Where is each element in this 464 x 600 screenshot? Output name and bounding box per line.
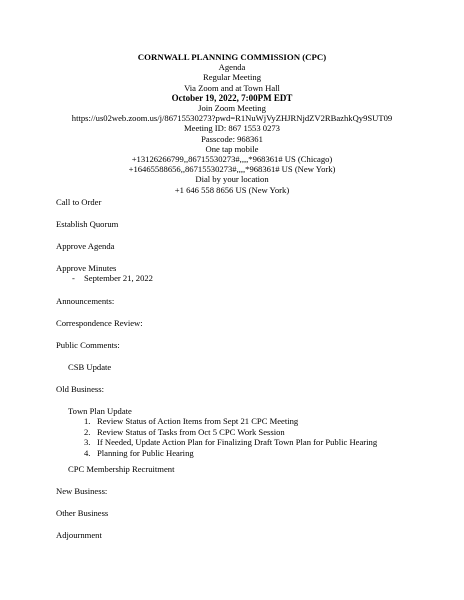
town-plan-list <box>84 416 377 458</box>
agenda-other-business: Other Business <box>56 508 109 518</box>
agenda-old-business: Old Business: <box>56 384 104 394</box>
passcode: Passcode: 968361 <box>201 133 263 144</box>
minutes-dash: - <box>72 273 75 283</box>
agenda-subtitle: Agenda <box>218 62 246 73</box>
agenda-announcements: Announcements: <box>56 296 115 306</box>
agenda-establish-quorum: Establish Quorum <box>56 219 119 229</box>
agenda-csb-update: CSB Update <box>68 362 112 372</box>
commission-title: CORNWALL PLANNING COMMISSION (CPC) <box>137 52 327 62</box>
one-tap-label: One tap mobile <box>205 143 259 154</box>
agenda-cpc-membership: CPC Membership Recruitment <box>68 464 175 474</box>
list-item: 2. Review Status of Tasks from Oct 5 CPC Work Session <box>84 426 285 437</box>
join-zoom-label: Join Zoom Meeting <box>198 103 266 114</box>
list-item: 4. Planning for Public Hearing <box>84 447 194 458</box>
dial-number: +1 646 558 8656 US (New York) <box>174 184 290 195</box>
agenda-header <box>0 52 464 195</box>
meeting-date-time: October 19, 2022, 7:00PM EDT <box>171 92 293 103</box>
meeting-type: Regular Meeting <box>203 72 261 83</box>
agenda-adjournment: Adjournment <box>56 530 102 540</box>
meeting-id: Meeting ID: 867 1553 0273 <box>184 123 280 134</box>
agenda-new-business: New Business: <box>56 486 108 496</box>
meeting-location: Via Zoom and at Town Hall <box>184 82 280 93</box>
dial-label: Dial by your location <box>195 174 269 185</box>
one-tap-chicago: +13126266799,,86715530273#,,,,*968361# US (Chicago) <box>131 154 333 165</box>
one-tap-new-york: +16465588656,,86715530273#,,,,*968361# US (New York) <box>128 164 336 175</box>
agenda-approve-minutes: Approve Minutes <box>56 263 117 273</box>
list-item: 1. Review Status of Action Items from Sept 21 CPC Meeting <box>84 416 299 426</box>
agenda-town-plan-update: Town Plan Update <box>68 406 132 416</box>
list-item: 3. If Needed, Update Action Plan for Finalizing Draft Town Plan for Public Hearing <box>84 437 378 447</box>
zoom-link[interactable]: https://us02web.zoom.us/j/86715530273?pwd=R1NuWjVyZHJRNjdZV2RBazhkQy9SUT09 <box>71 113 393 124</box>
agenda-call-to-order: Call to Order <box>56 197 102 207</box>
minutes-date: September 21, 2022 <box>84 273 153 283</box>
agenda-correspondence-review: Correspondence Review: <box>56 318 143 328</box>
agenda-approve-agenda: Approve Agenda <box>56 241 115 251</box>
agenda-public-comments: Public Comments: <box>56 340 120 350</box>
